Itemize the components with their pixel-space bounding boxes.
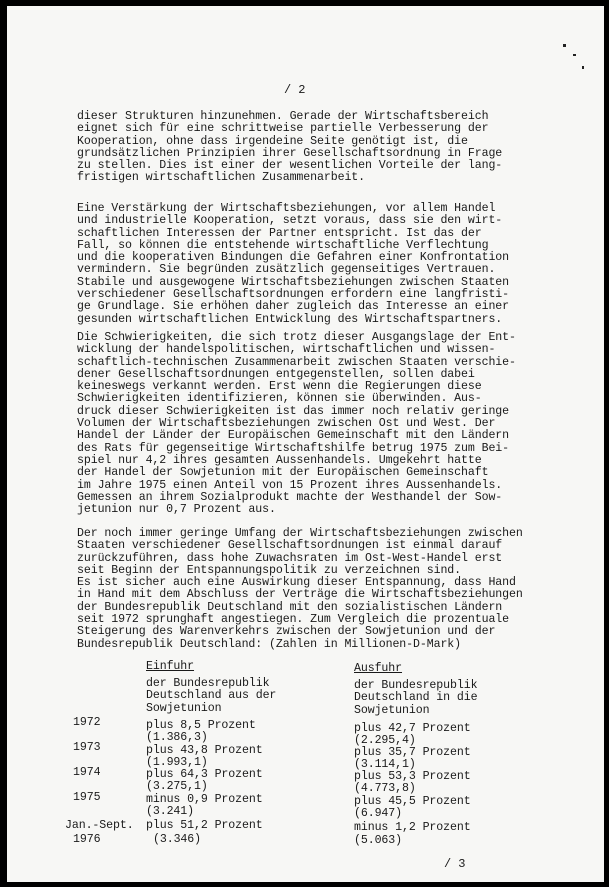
document-page xyxy=(7,6,604,882)
table-row-import-pct: plus 51,2 Prozent xyxy=(146,819,263,832)
paragraph-4: Der noch immer geringe Umfang der Wirtschaftsbeziehungen zwischen Staaten verschiedener Gesellschaftsordnungen ist einmal darauf zurückzuführen, dass hohe Zuwachsraten im Ost-West-Handel erst seit Beginn der Entspannungspolitik zu verzeichnen sind. Es ist sicher auch eine Auswirkung dieser Entspannung, dass Hand in Hand mit dem Abschluss der Verträge die Wirtschaftsbeziehungen der Bundesrepublik Deutschland mit den sozialistischen Ländern seit 1972 sprunghaft angestiegen. Zum Vergleich die prozentuale Steigerung des Warenverkehrs zwischen der Sowjetunion und der Bundesrepublik Deutschland: (Zahlen in Millionen-D-Mark) xyxy=(77,527,523,651)
table-row-year-2: 1976 xyxy=(73,833,101,846)
scan-speck xyxy=(563,44,566,47)
import-heading: Einfuhr xyxy=(146,660,195,673)
table-row-year: 1973 xyxy=(73,741,101,754)
table-row-import-abs: (3.275,1) xyxy=(146,780,208,793)
table-row-import-abs: (1.386,3) xyxy=(146,731,208,744)
table-row-export-pct: plus 53,3 Prozent xyxy=(354,770,471,783)
next-page-marker: / 3 xyxy=(444,857,466,871)
table-row-export-abs: (5.063) xyxy=(354,834,403,847)
table-row-import-abs: (3.241) xyxy=(146,805,195,818)
table-row-import-pct: plus 64,3 Prozent xyxy=(146,768,263,781)
paragraph-3: Die Schwierigkeiten, die sich trotz dieser Ausgangslage der Ent- wicklung der handelspolitischen, wirtschaftlichen und wissen- schaftlich-technischen Zusammenarbeit zwischen Staaten verschie- dener Gesellschaftsordnungen entgegenstellen, sollen dabei keineswegs verkannt werden. Erst wenn die Regierungen diese Schwierigkeiten identifizieren, können sie überwinden. Aus- druck dieser Schwierigkeiten ist das immer noch relativ geringe Volumen der Wirtschaftsbeziehungen zwischen Ost und West. Der Handel der Länder der Europäischen Gemeinschaft mit den Ländern des Rats für gegenseitige Wirtschaftshilfe betrug 1975 zum Bei- spiel nur 4,2 ihres gesamten Aussenhandels. Umgekehrt hatte der Handel der Sowjetunion mit der Europäischen Gemeinschaft im Jahre 1975 einen Anteil von 15 Prozent ihres Aussenhandels. Gemessen an ihrem Sozialprodukt machte der Westhandel der Sow- jetunion nur 0,7 Prozent aus. xyxy=(77,331,516,517)
table-row-export-abs: (6.947) xyxy=(354,807,403,820)
table-row-year: 1974 xyxy=(73,766,101,779)
table-row-export-pct: minus 1,2 Prozent xyxy=(354,821,471,834)
scan-speck xyxy=(582,66,584,69)
table-row-import-pct: plus 8,5 Prozent xyxy=(146,719,256,732)
table-row-export-abs: (4.773,8) xyxy=(354,782,416,795)
paragraph-2: Eine Verstärkung der Wirtschaftsbeziehungen, vor allem Handel und industrielle Kooperation, setzt voraus, dass sie den wirt- schaftlichen Interessen der Partner entspricht. Ist das der Fall, so können die entstehende wirtschaftliche Verflechtung und die kooperativen Bindungen die Gefahren einer Konfrontation vermindern. Sie begründen zusätzlich gegenseitiges Vertrauen. Stabile und ausgewogene Wirtschaftsbeziehungen zwischen Staaten verschiedener Gesellschaftsordnungen erfordern eine langfristi- ge Grundlage. Sie erhöhen daher zugleich das Interesse an einer gesunden wirtschaftlichen Entwicklung des Wirtschaftspartners. xyxy=(77,202,510,326)
table-row-export-abs: (2.295,4) xyxy=(354,734,416,747)
table-row-year: Jan.-Sept. xyxy=(65,819,134,832)
import-subheading: der Bundesrepublik Deutschland aus der Sowjetunion xyxy=(146,677,277,715)
export-subheading: der Bundesrepublik Deutschland in die Sowjetunion xyxy=(354,679,478,717)
table-row-export-pct: plus 42,7 Prozent xyxy=(354,722,471,735)
table-row-import-abs: (1.993,1) xyxy=(146,756,208,769)
table-row-import-pct: plus 43,8 Prozent xyxy=(146,744,263,757)
table-row-import-abs: (3.346) xyxy=(153,833,202,846)
table-row-import-pct: minus 0,9 Prozent xyxy=(146,793,263,806)
scan-speck xyxy=(573,54,576,56)
paragraph-1: dieser Strukturen hinzunehmen. Gerade der Wirtschaftsbereich eignet sich für eine schrittweise partielle Verbesserung der Kooperation, ohne dass irgendeine Seite genötigt ist, die grundsätzlichen Prinzipien ihrer Gesellschaftsordnung in Frage zu stellen. Dies ist einer der wesentlichen Vorteile der lang- fristigen wirtschaftlichen Zusammenarbeit. xyxy=(77,110,503,185)
table-row-export-pct: plus 35,7 Prozent xyxy=(354,746,471,759)
table-row-year: 1975 xyxy=(73,791,101,804)
table-row-export-abs: (3.114,1) xyxy=(354,758,416,771)
table-row-export-pct: plus 45,5 Prozent xyxy=(354,795,471,808)
export-heading: Ausfuhr xyxy=(354,662,403,675)
page-number: / 2 xyxy=(284,83,306,97)
table-row-year: 1972 xyxy=(73,716,101,729)
